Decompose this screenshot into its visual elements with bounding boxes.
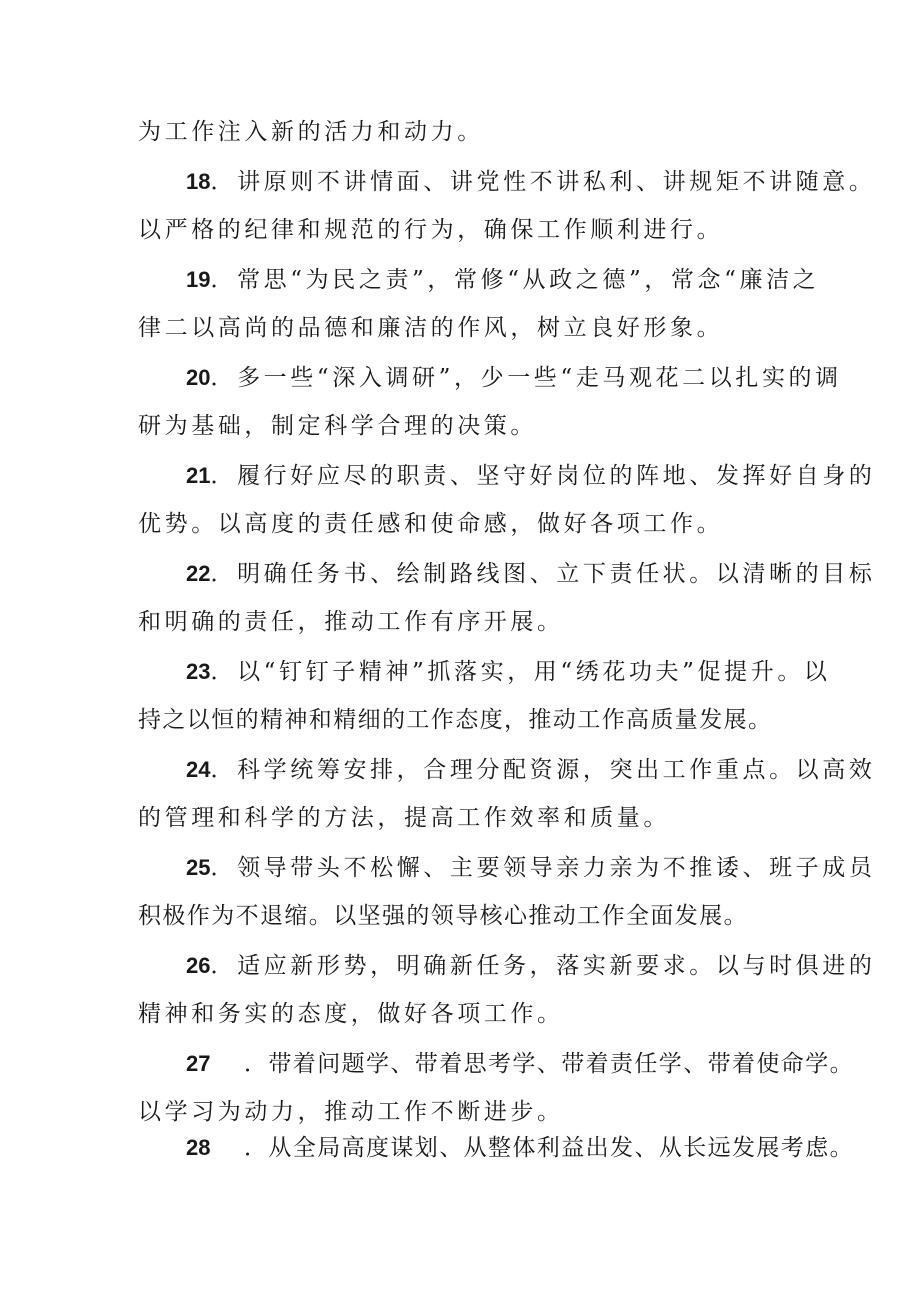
text-line: ．从全局高度谋划、从整体利益出发、从长远发展考虑。	[244, 1135, 854, 1161]
list-item-28	[186, 1133, 854, 1163]
text-line: ．履行好应尽的职责、坚守好岗位的阵地、发挥好自身的	[210, 463, 876, 489]
text-line: ．以“钉钉子精神”抓落实，用“绣花功夫”促提升。以	[210, 659, 831, 685]
item-number: 28	[186, 1135, 211, 1160]
list-item-20	[186, 363, 842, 393]
item-number: 18	[186, 169, 211, 194]
text-line: ．讲原则不讲情面、讲党性不讲私利、讲规矩不讲随意。	[210, 169, 876, 195]
text-line: 积极作为不退缩。以坚强的领导核心推动工作全面发展。	[138, 903, 748, 929]
text-line: 以严格的纪律和规范的行为，确保工作顺利进行。	[138, 217, 724, 243]
list-item-23	[186, 657, 831, 687]
item-number: 26	[186, 953, 211, 978]
text-line: 为工作注入新的活力和动力。	[138, 119, 484, 145]
text-line: 律二以高尚的品德和廉洁的作风，树立良好形象。	[138, 315, 724, 341]
text-line: ．科学统筹安排，合理分配资源，突出工作重点。以高效	[210, 757, 876, 783]
text-line: 精神和务实的态度，做好各项工作。	[138, 1001, 564, 1027]
list-item-25	[186, 853, 875, 883]
text-line: ．领导带头不松懈、主要领导亲力亲为不推诿、班子成员	[210, 855, 876, 881]
text-line: 以学习为动力，推动工作不断进步。	[138, 1099, 564, 1125]
text-line: 优势。以高度的责任感和使命感，做好各项工作。	[138, 511, 724, 537]
text-line: 和明确的责任，推动工作有序开展。	[138, 609, 564, 635]
item-number: 25	[186, 855, 211, 880]
text-line: ．带着问题学、带着思考学、带着责任学、带着使命学。	[244, 1051, 854, 1077]
item-number: 19	[186, 267, 211, 292]
list-item-27	[186, 1049, 854, 1079]
list-item-18	[186, 167, 875, 197]
text-line: 持之以恒的精神和精细的工作态度，推动工作高质量发展。	[138, 707, 773, 733]
item-number: 21	[186, 463, 211, 488]
item-number: 22	[186, 561, 211, 586]
item-number: 24	[186, 757, 211, 782]
item-number: 23	[186, 659, 211, 684]
list-item-21	[186, 461, 875, 491]
text-line: 的管理和科学的方法，提高工作效率和质量。	[138, 805, 670, 831]
text-line: ．多一些“深入调研”，少一些“走马观花二以扎实的调	[210, 365, 842, 391]
text-line: ．适应新形势，明确新任务，落实新要求。以与时俱进的	[210, 953, 876, 979]
text-line: 研为基础，制定科学合理的决策。	[138, 413, 537, 439]
list-item-19	[186, 265, 819, 295]
item-number: 20	[186, 365, 211, 390]
list-item-26	[186, 951, 875, 981]
list-item-22	[186, 559, 875, 589]
text-line: ．常思“为民之责”，常修“从政之德”，常念“廉洁之	[210, 267, 820, 293]
list-item-24	[186, 755, 875, 785]
text-line: ．明确任务书、绘制路线图、立下责任状。以清晰的目标	[210, 561, 876, 587]
item-number: 27	[186, 1051, 211, 1076]
